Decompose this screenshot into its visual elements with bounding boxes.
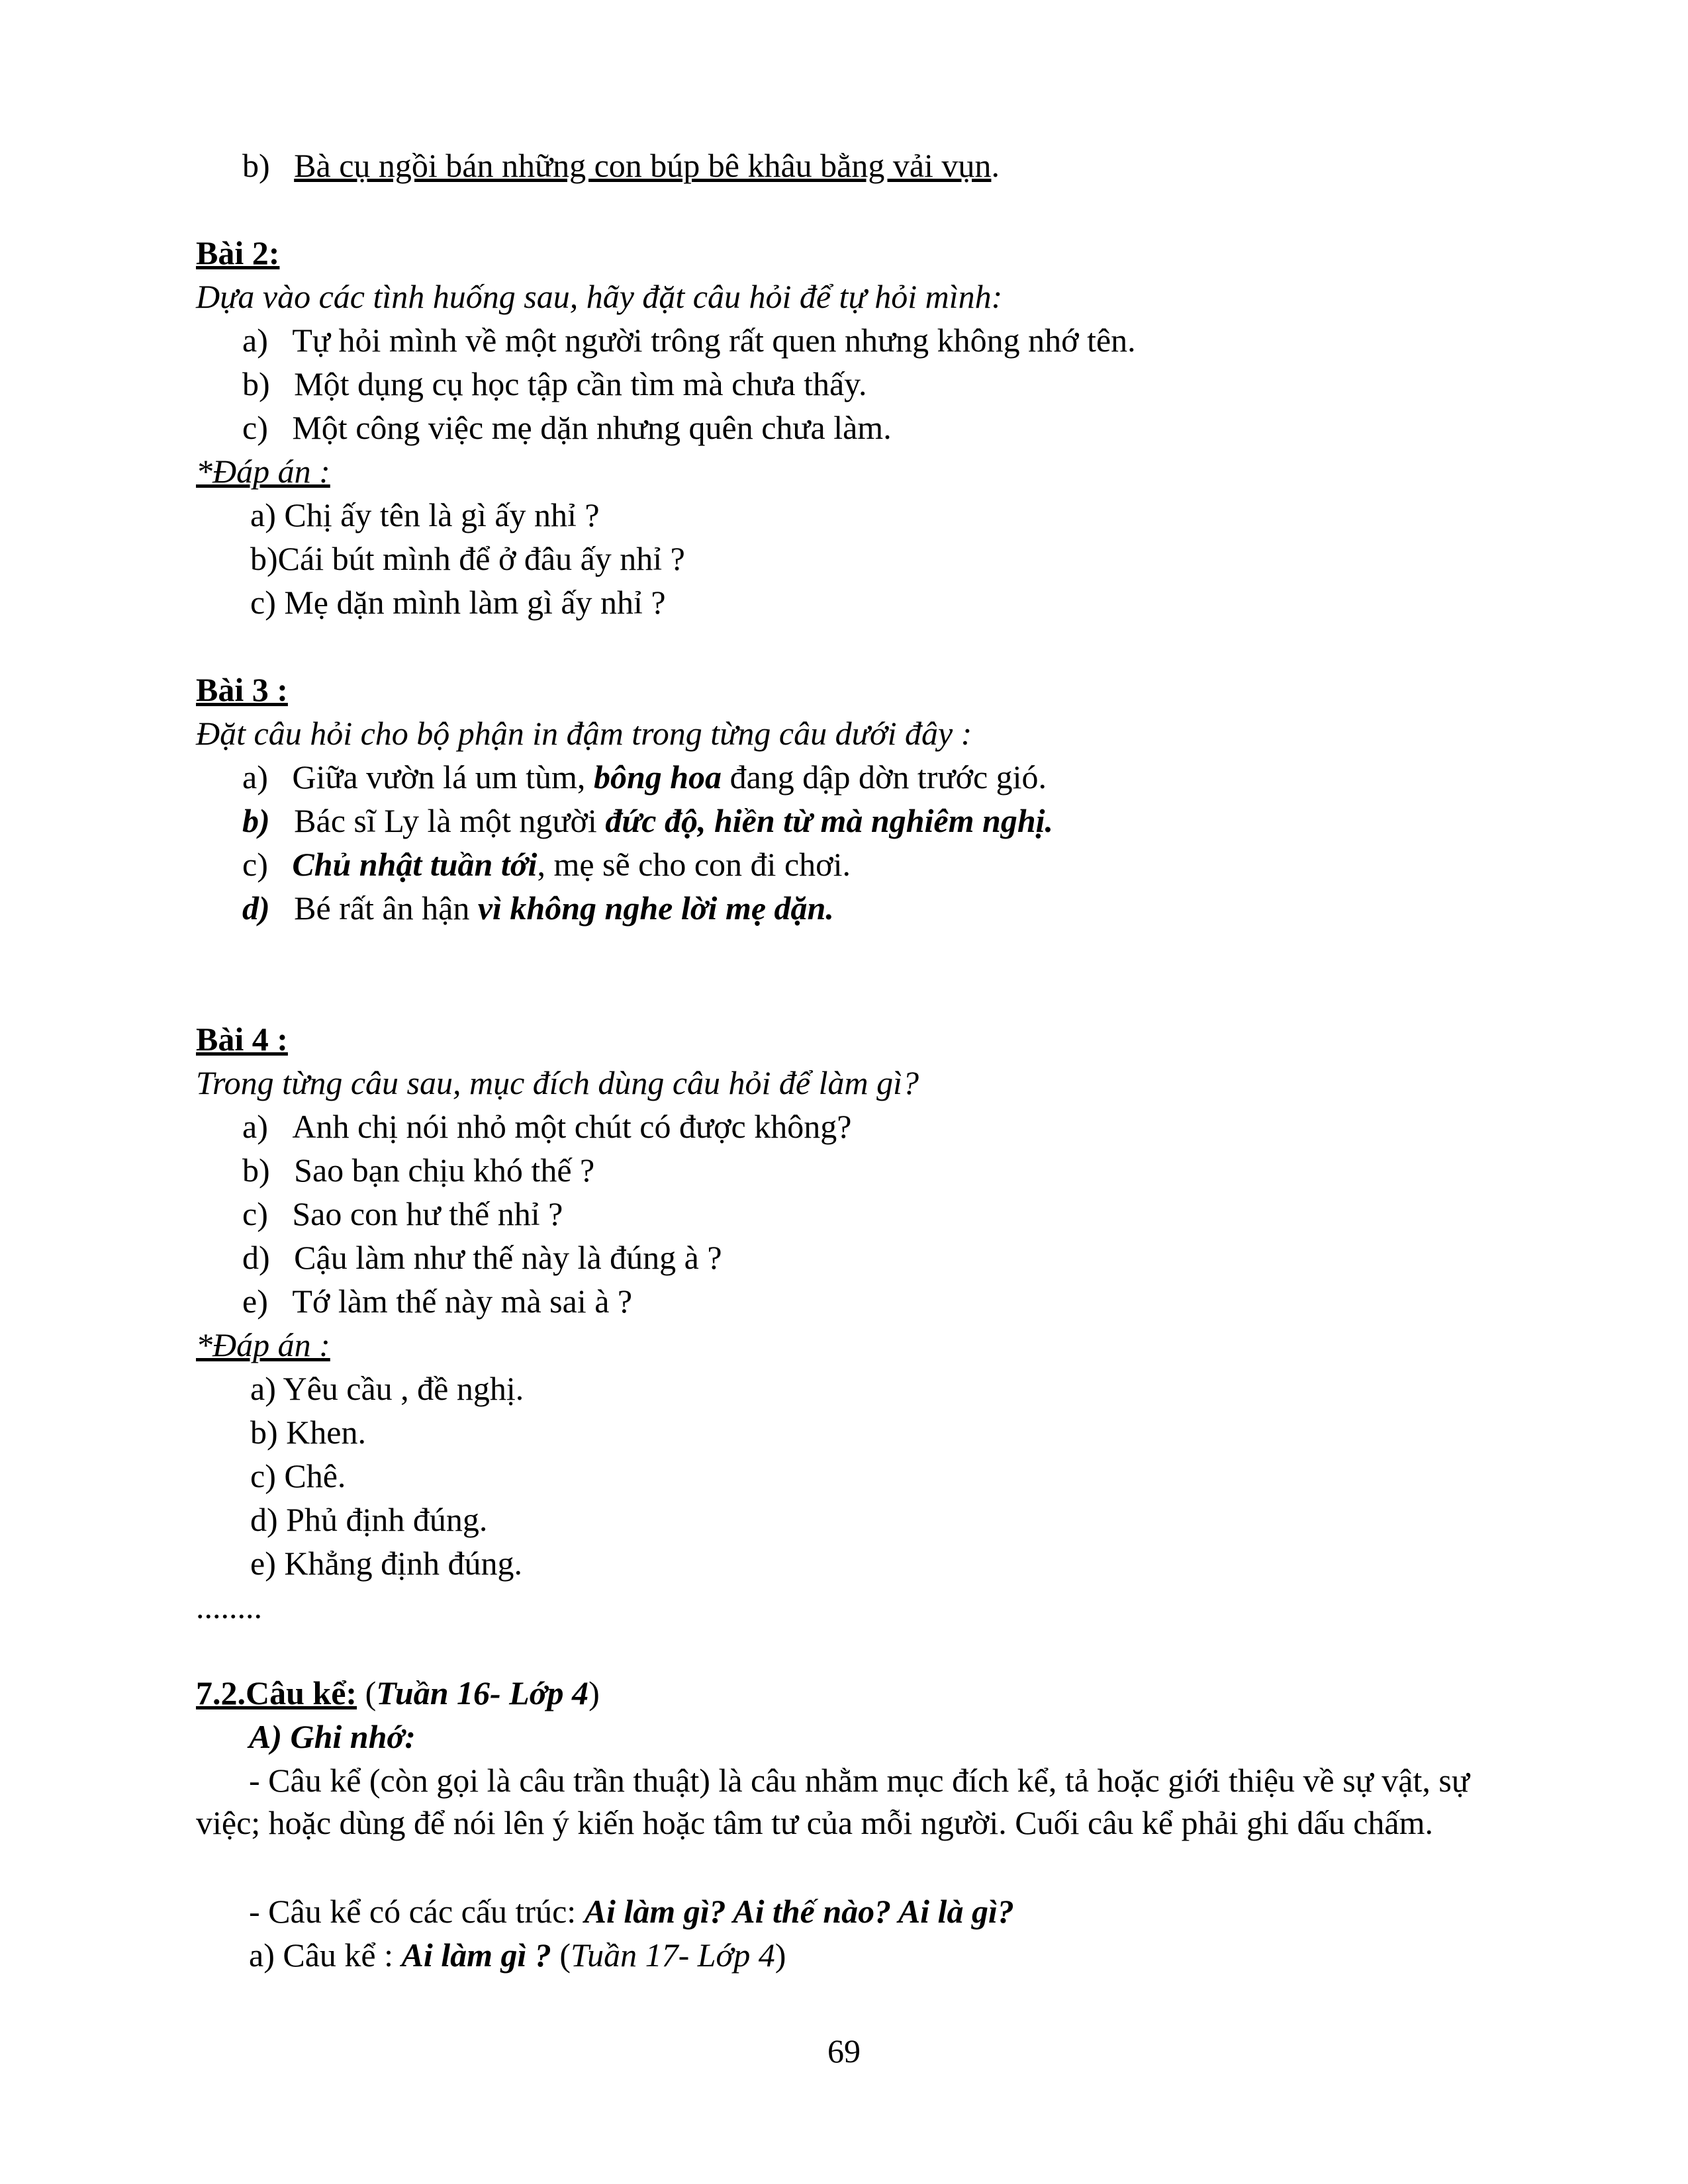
item-label: e) [242,1283,268,1320]
list-item [242,1149,594,1191]
section-heading [196,1672,600,1714]
item-label: c) [242,409,268,446]
section-ref: Tuần 16- Lớp 4 [376,1674,589,1711]
page-number: 69 [827,2032,861,2070]
item-text: Tớ làm thế này mà sai à ? [292,1283,633,1320]
list-item [242,887,834,929]
item-label: d) [242,889,270,927]
list-item [242,363,867,405]
bold-part: đức độ, hiền từ mà nghiêm nghị. [605,802,1054,839]
item-label: a) [242,1108,268,1145]
list-item [242,406,892,449]
section-number: 7.2. [196,1674,246,1711]
text: a) Câu kể : [249,1936,402,1974]
bold-part: bông hoa [593,758,722,796]
answer-item: d) Phủ định đúng. [250,1501,488,1538]
item-text: , mẹ sẽ cho con đi chơi. [537,846,851,883]
item-text: Sao bạn chịu khó thế ? [294,1152,595,1189]
item-text: Bác sĩ Ly là một người [294,802,606,839]
item-text: Sao con hư thế nhỉ ? [292,1195,563,1232]
text: - Câu kể có các cấu trúc: [249,1893,585,1930]
bai2-prompt: Dựa vào các tình huống sau, hãy đặt câu hỏi để tự hỏi mình: [196,278,1003,315]
bai2-title: Bài 2: [196,234,280,271]
bold-part: Chủ nhật tuần tới [292,846,538,883]
section-ref: Tuần 17- Lớp 4 [571,1936,775,1974]
item-label: b) [242,365,270,402]
item-text: Bà cụ ngồi bán những con búp bê khâu bằng vải vụn [294,147,992,184]
list-item [242,843,851,886]
item-text: Một dụng cụ học tập cần tìm mà chưa thấy. [294,365,867,402]
item-label: c) [242,1195,268,1232]
bai3-prompt: Đặt câu hỏi cho bộ phận in đậm trong từng câu dưới đây : [196,715,972,752]
item-text: Anh chị nói nhỏ một chút có được không? [292,1108,852,1145]
item-label: b) [242,1152,270,1189]
list-item [242,1105,851,1148]
answer-item: a) Chị ấy tên là gì ấy nhỉ ? [250,496,600,533]
answer-item: c) Chê. [250,1457,346,1494]
item-end: . [991,147,1000,184]
item-text: Tự hỏi mình về một người trông rất quen nhưng không nhớ tên. [292,322,1136,359]
item-label: b) [242,802,270,839]
list-item [242,799,1053,842]
paren-open: ( [551,1936,571,1974]
list-item [242,756,1047,798]
bold-part: Ai làm gì ? [401,1936,551,1974]
answer-label: *Đáp án : [196,1326,330,1363]
item-label: b) [242,147,270,184]
section-title: Câu kể: [246,1674,357,1711]
paren-open: ( [357,1674,377,1711]
bai3-title: Bài 3 : [196,671,288,708]
item-text: Một công việc mẹ dặn nhưng quên chưa làm. [292,409,892,446]
paren-close: ) [588,1674,600,1711]
bai4-prompt: Trong từng câu sau, mục đích dùng câu hỏi để làm gì? [196,1064,919,1101]
item-text: đang dập dờn trước gió. [722,758,1047,796]
ghi-nho-heading: A) Ghi nhớ: [249,1718,416,1755]
item-text: Giữa vườn lá um tùm, [292,758,594,796]
item-text: Cậu làm như thế này là đúng à ? [294,1239,722,1276]
answer-item: a) Yêu cầu , đề nghị. [250,1370,524,1407]
answer-item: e) Khẳng định đúng. [250,1545,523,1582]
paren-close: ) [774,1936,786,1974]
list-item [242,1193,563,1235]
paragraph: - Câu kể (còn gọi là câu trần thuật) là câu nhằm mục đích kể, tả hoặc giới thiệu về sự vật, sự việc; hoặc dùng để nói lên ý kiến hoặc tâm tư của mỗi người. Cuối câu kể phải ghi dấu chấm. [196,1762,1470,1841]
paragraph-structures [249,1890,1014,1933]
bai4-title: Bài 4 : [196,1021,288,1058]
item-text: Bé rất ân hận [294,889,478,927]
answer-item: b)Cái bút mình để ở đâu ấy nhỉ ? [250,540,685,577]
item-label: c) [242,846,268,883]
list-item [242,319,1136,361]
answer-label: *Đáp án : [196,453,330,490]
answer-item: b) Khen. [250,1414,366,1451]
item-label: a) [242,758,268,796]
bold-part: vì không nghe lời mẹ dặn. [477,889,834,927]
answer-item: c) Mẹ dặn mình làm gì ấy nhỉ ? [250,584,666,621]
sub-heading-a [249,1934,786,1976]
item-label: d) [242,1239,270,1276]
prev-item-b [242,144,1000,187]
bold-part: Ai làm gì? Ai thế nào? Ai là gì? [584,1893,1014,1930]
list-item [242,1236,722,1279]
item-label: a) [242,322,268,359]
list-item [242,1280,632,1322]
ellipsis: ........ [196,1588,262,1625]
